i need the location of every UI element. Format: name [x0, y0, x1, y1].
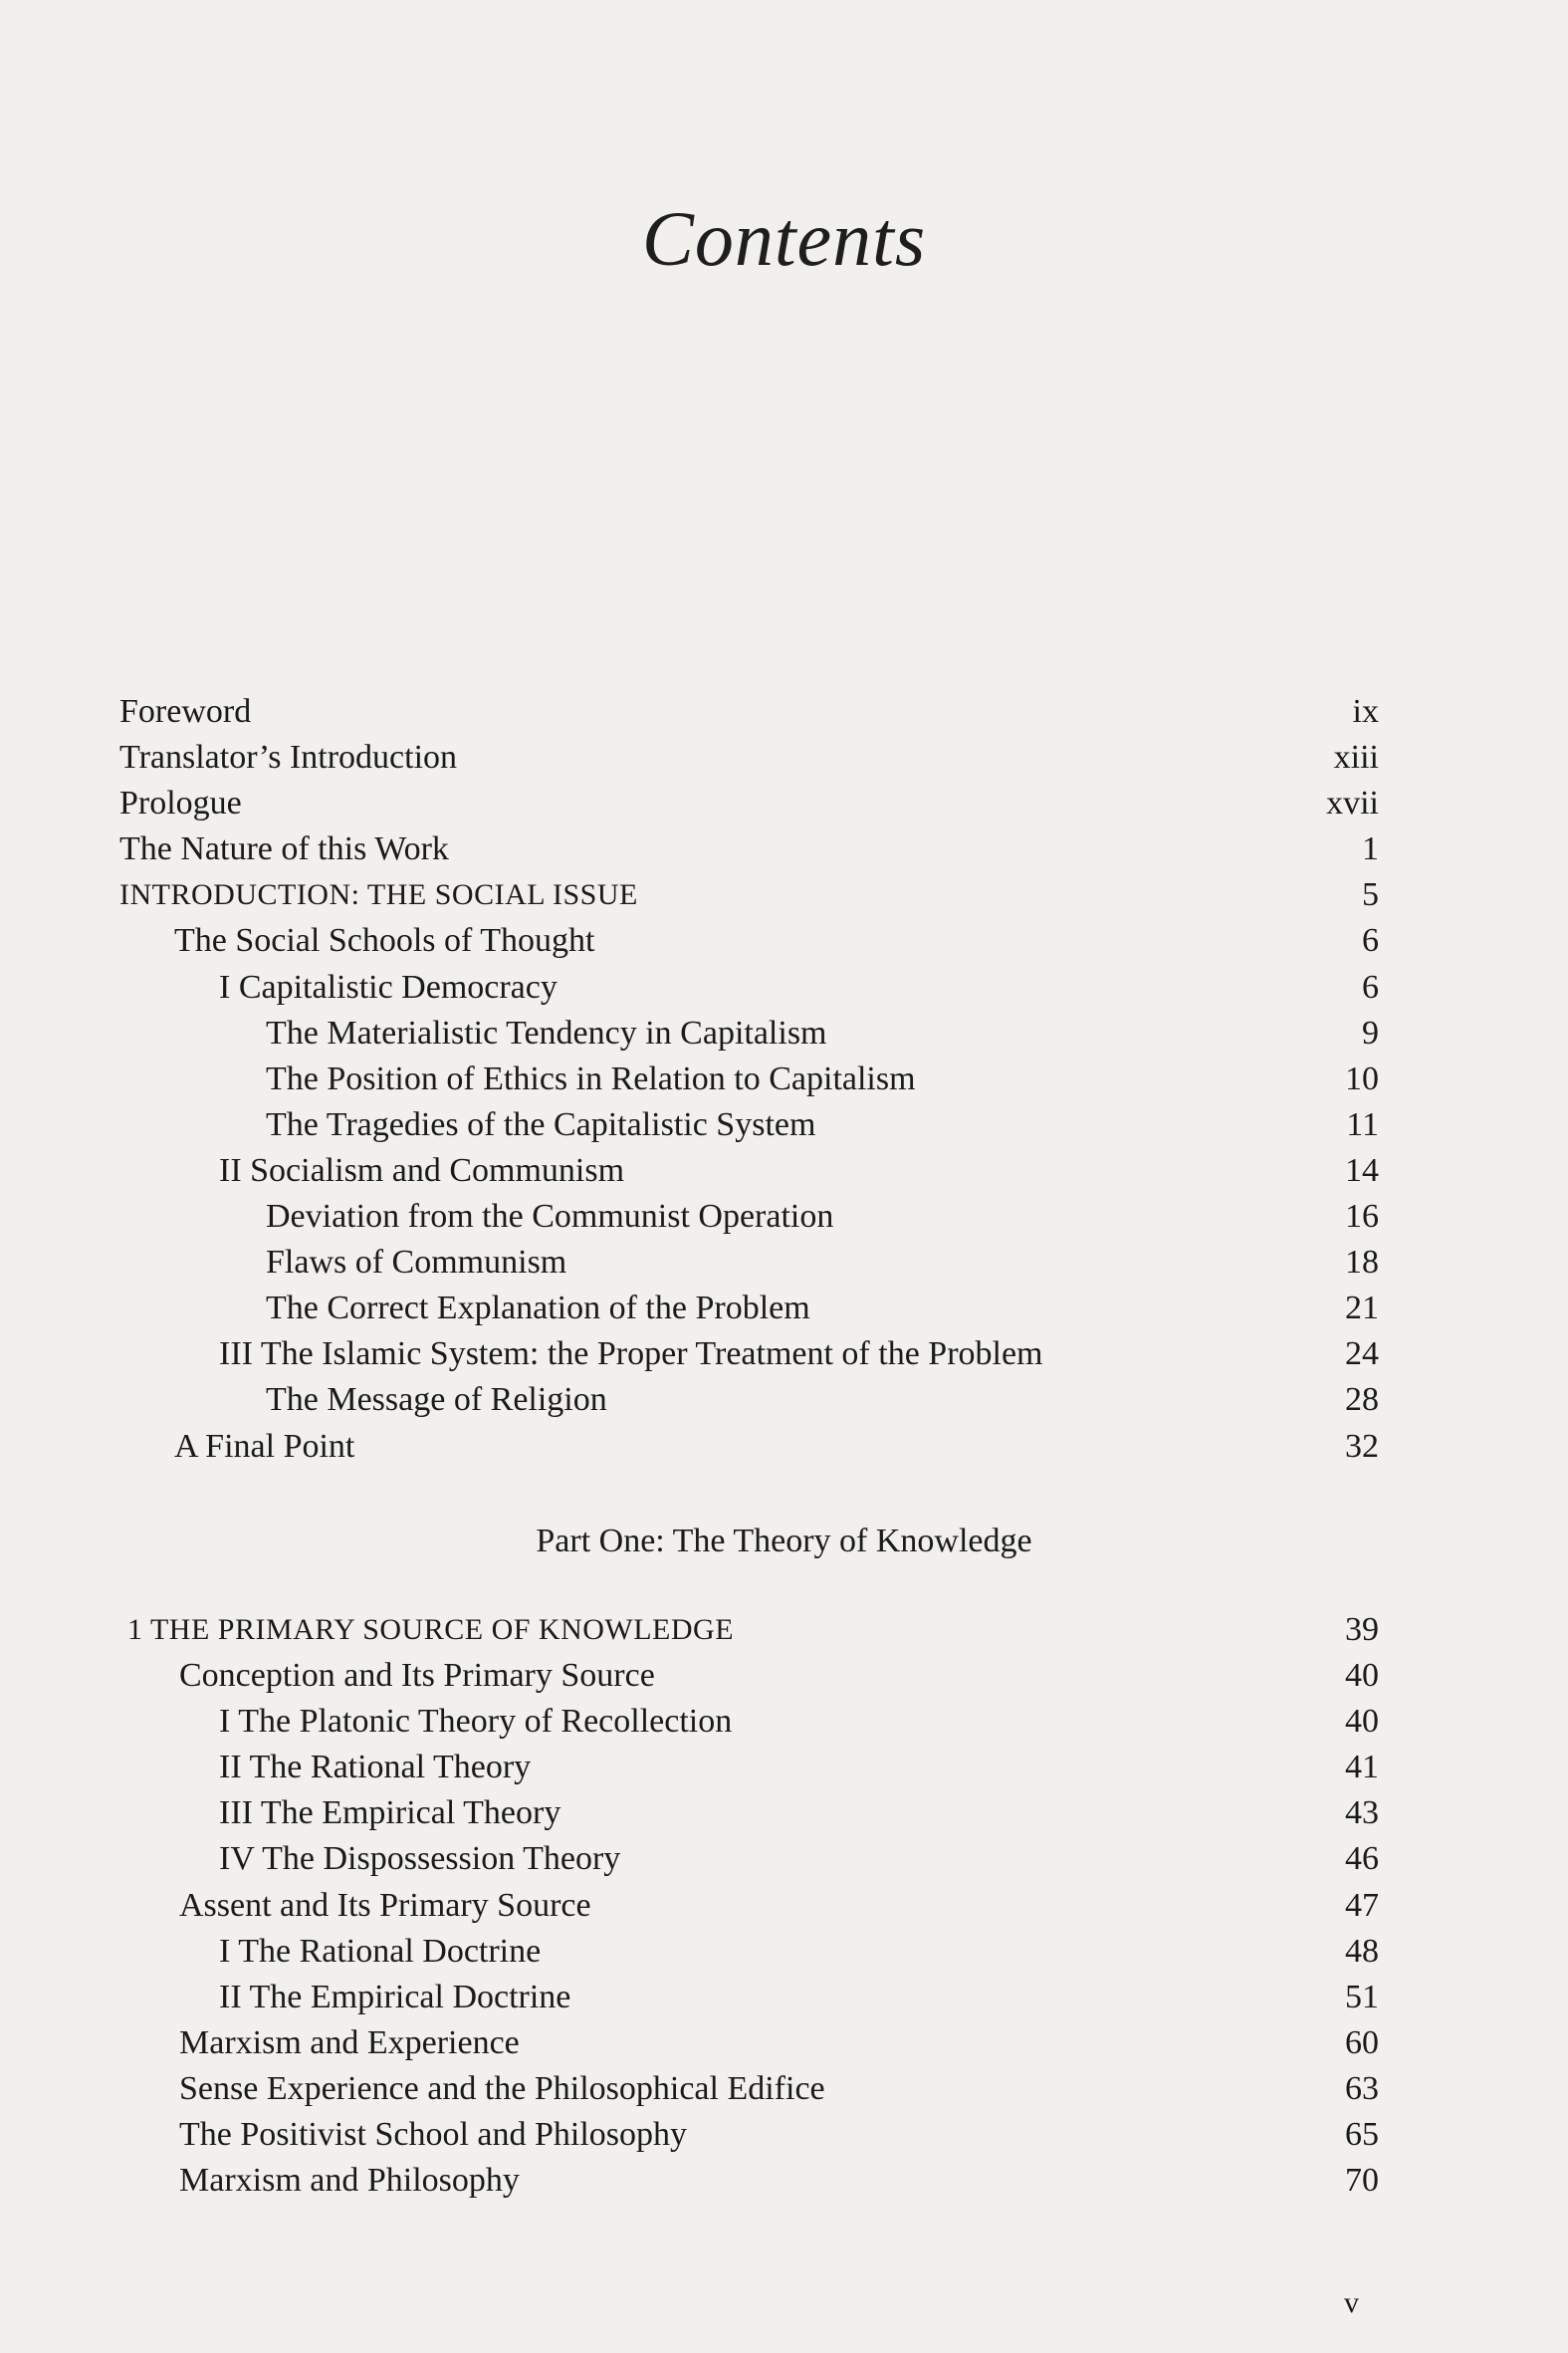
toc-entry-label: The Social Schools of Thought — [174, 922, 595, 960]
toc-entry-label: Conception and Its Primary Source — [179, 1657, 655, 1695]
toc-entry-page: 6 — [1362, 922, 1379, 960]
toc-entry-page: 1 — [1362, 830, 1379, 868]
toc-entry-label: A Final Point — [174, 1427, 355, 1465]
toc-entry-label: The Positivist School and Philosophy — [179, 2116, 688, 2154]
toc-entry — [119, 1011, 1379, 1057]
toc-entry-label: IV The Dispossession Theory — [219, 1840, 621, 1878]
toc-entry — [119, 1148, 1379, 1194]
toc-part-one-list — [127, 1607, 1379, 2204]
toc-entry — [119, 1377, 1379, 1423]
toc-entry — [119, 1194, 1379, 1240]
toc-entry — [127, 2158, 1379, 2204]
toc-entry-page: 28 — [1345, 1381, 1379, 1419]
toc-entry-page: 43 — [1345, 1794, 1379, 1832]
toc-entry-page: xvii — [1326, 785, 1379, 823]
toc-entry — [127, 1653, 1379, 1699]
toc-entry — [127, 1790, 1379, 1836]
toc-entry-page: 63 — [1345, 2069, 1379, 2107]
toc-entry-page: 11 — [1346, 1105, 1379, 1143]
toc-entry — [127, 2112, 1379, 2158]
toc-entry-label: III The Islamic System: the Proper Treatment of the Problem — [219, 1335, 1043, 1373]
toc-entry — [119, 1424, 1379, 1470]
toc-entry-page: 47 — [1345, 1886, 1379, 1924]
toc-entry-label: II The Empirical Doctrine — [219, 1978, 571, 2015]
toc-entry — [119, 781, 1379, 826]
toc-entry-label: The Tragedies of the Capitalistic System — [266, 1105, 816, 1143]
toc-entry-label: I The Rational Doctrine — [219, 1932, 542, 1970]
toc-entry — [119, 735, 1379, 781]
toc-entry — [127, 1883, 1379, 1929]
toc-entry — [127, 1975, 1379, 2020]
toc-entry-label: Marxism and Philosophy — [179, 2162, 520, 2200]
toc-entry — [127, 2020, 1379, 2066]
toc-entry-page: 16 — [1345, 1198, 1379, 1236]
toc-entry-page: 46 — [1345, 1840, 1379, 1878]
toc-entry-label: Flaws of Communism — [266, 1244, 567, 1282]
toc-entry-label: The Message of Religion — [266, 1381, 607, 1419]
toc-entry-page: 21 — [1345, 1290, 1379, 1327]
toc-entry — [127, 1836, 1379, 1882]
toc-entry-label: INTRODUCTION: THE SOCIAL ISSUE — [119, 878, 638, 912]
toc-entry-page: 5 — [1362, 876, 1379, 914]
toc-entry-page: xiii — [1333, 739, 1379, 777]
toc-entry-label: Foreword — [119, 693, 252, 730]
toc-entry-page: 51 — [1345, 1978, 1379, 2015]
toc-entry — [127, 1745, 1379, 1790]
toc-entry-label: II The Rational Theory — [219, 1749, 532, 1786]
toc-entry-page: 14 — [1345, 1151, 1379, 1189]
toc-entry-label: The Correct Explanation of the Problem — [266, 1290, 810, 1327]
toc-entry — [119, 1331, 1379, 1377]
toc-entry-page: 32 — [1345, 1427, 1379, 1465]
toc-entry — [127, 1699, 1379, 1745]
toc-entry-page: 6 — [1362, 968, 1379, 1006]
toc-entry — [119, 1057, 1379, 1102]
toc-entry — [127, 2066, 1379, 2112]
toc-entry-page: 39 — [1345, 1611, 1379, 1648]
toc-entry — [119, 965, 1379, 1011]
toc-entry-page: 60 — [1345, 2023, 1379, 2061]
toc-entry-label: The Nature of this Work — [119, 830, 449, 868]
toc-entry-label: The Materialistic Tendency in Capitalism — [266, 1014, 827, 1052]
toc-entry — [119, 1240, 1379, 1286]
toc-entry-page: 41 — [1345, 1749, 1379, 1786]
toc-entry — [119, 826, 1379, 872]
toc-entry-page: 40 — [1345, 1657, 1379, 1695]
toc-entry-page: ix — [1352, 693, 1379, 730]
page-folio: v — [1344, 2286, 1359, 2319]
toc-entry-label: Deviation from the Communist Operation — [266, 1198, 834, 1236]
toc-entry-page: 18 — [1345, 1244, 1379, 1282]
toc-entry — [127, 1929, 1379, 1975]
toc-entry-label: II Socialism and Communism — [219, 1151, 625, 1189]
toc-entry-page: 65 — [1345, 2116, 1379, 2154]
toc-entry — [119, 872, 1379, 918]
toc-entry-page: 9 — [1362, 1014, 1379, 1052]
toc-entry-page: 48 — [1345, 1932, 1379, 1970]
toc-entry-label: Translator’s Introduction — [119, 739, 458, 777]
toc-entry-label: III The Empirical Theory — [219, 1794, 561, 1832]
toc-entry-page: 24 — [1345, 1335, 1379, 1373]
toc-entry — [119, 1286, 1379, 1331]
toc-entry-page: 70 — [1345, 2162, 1379, 2200]
toc-entry-label: Marxism and Experience — [179, 2023, 520, 2061]
toc-entry-label: 1 THE PRIMARY SOURCE OF KNOWLEDGE — [127, 1613, 735, 1646]
toc-entry-label: I Capitalistic Democracy — [219, 968, 558, 1006]
toc-entry-page: 10 — [1345, 1059, 1379, 1097]
toc-front-list — [119, 689, 1379, 1470]
toc-entry-label: The Position of Ethics in Relation to Capitalism — [266, 1059, 916, 1097]
part-heading: Part One: The Theory of Knowledge — [536, 1523, 1032, 1559]
toc-entry — [119, 918, 1379, 964]
toc-entry — [127, 1607, 1379, 1653]
toc-entry-page: 40 — [1345, 1703, 1379, 1741]
toc-entry-label: Assent and Its Primary Source — [179, 1886, 591, 1924]
toc-entry-label: Prologue — [119, 785, 242, 823]
page-title: Contents — [641, 195, 927, 282]
toc-entry — [119, 1102, 1379, 1148]
toc-entry — [119, 689, 1379, 735]
toc-entry-label: Sense Experience and the Philosophical Edifice — [179, 2069, 825, 2107]
toc-entry-label: I The Platonic Theory of Recollection — [219, 1703, 733, 1741]
